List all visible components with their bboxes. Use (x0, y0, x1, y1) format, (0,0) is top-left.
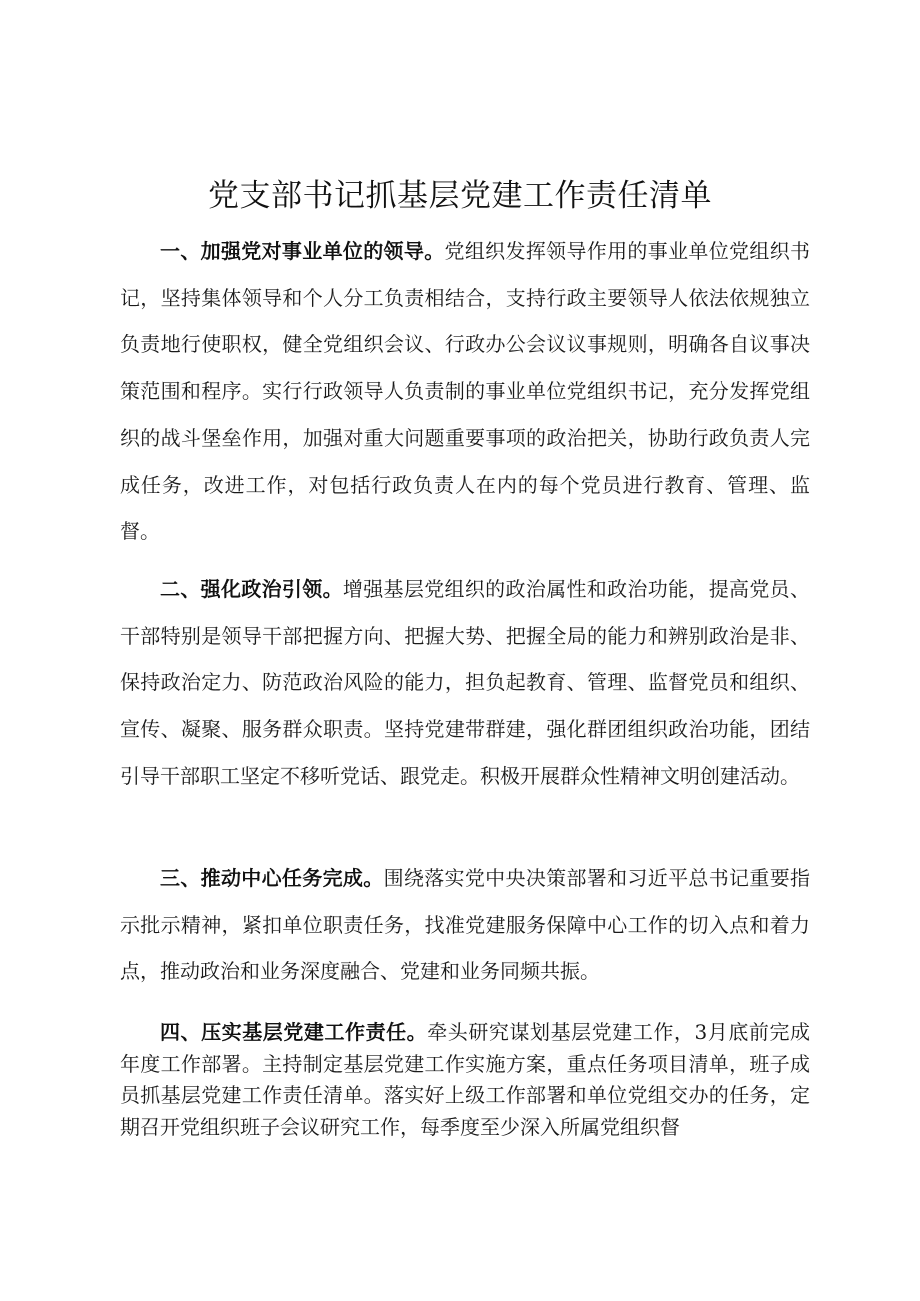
section-4-heading: 四、压实基层党建工作责任。 (160, 1020, 428, 1044)
section-3-body: 围绕落实党中央决策部署和习近平总书记重要指示批示精神，紧扣单位职责任务，找准党建服务保障中心工作的切入点和着力点，推动政治和业务深度融合、党建和业务同频共振。 (120, 866, 811, 984)
section-1-body: 党组织发挥领导作用的事业单位党组织书记，坚持集体领导和个人分工负责相结合，支持行政主要领导人依法依规独立负责地行使职权，健全党组织会议、行政办公会议议事规则，明确各自议事决策范围和程序。实行行政领导人负责制的事业单位党组织书记，充分发挥党组织的战斗堡垒作用，加强对重大问题重要事项的政治把关，协助行政负责人完成任务，改进工作，对包括行政负责人在内的每个党员进行教育、管理、监督。 (120, 239, 811, 544)
section-3-heading: 三、推动中心任务完成。 (160, 866, 384, 890)
section-4-paragraph (120, 1017, 810, 1143)
section-1-paragraph (120, 228, 810, 555)
document-title: 党支部书记抓基层党建工作责任清单 (208, 178, 712, 214)
section-3-paragraph (120, 855, 810, 995)
section-1-heading: 一、加强党对事业单位的领导。 (160, 239, 445, 263)
section-2-paragraph (120, 566, 810, 800)
section-4-body: 牵头研究谋划基层党建工作，3月底前完成年度工作部署。主持制定基层党建工作实施方案，重点任务项目清单，班子成员抓基层党建工作责任清单。落实好上级工作部署和单位党组交办的任务，定期召开党组织班子会议研究工作，每季度至少深入所属党组织督 (120, 1020, 810, 1139)
section-2-body: 增强基层党组织的政治属性和政治功能，提高党员、干部特别是领导干部把握方向、把握大势、把握全局的能力和辨别政治是非、保持政治定力、防范政治风险的能力，担负起教育、管理、监督党员和组织、宣传、凝聚、服务群众职责。坚持党建带群建，强化群团组织政治功能，团结引导干部职工坚定不移听党话、跟党走。积极开展群众性精神文明创建活动。 (120, 577, 811, 788)
section-2-heading: 二、强化政治引领。 (160, 577, 343, 601)
